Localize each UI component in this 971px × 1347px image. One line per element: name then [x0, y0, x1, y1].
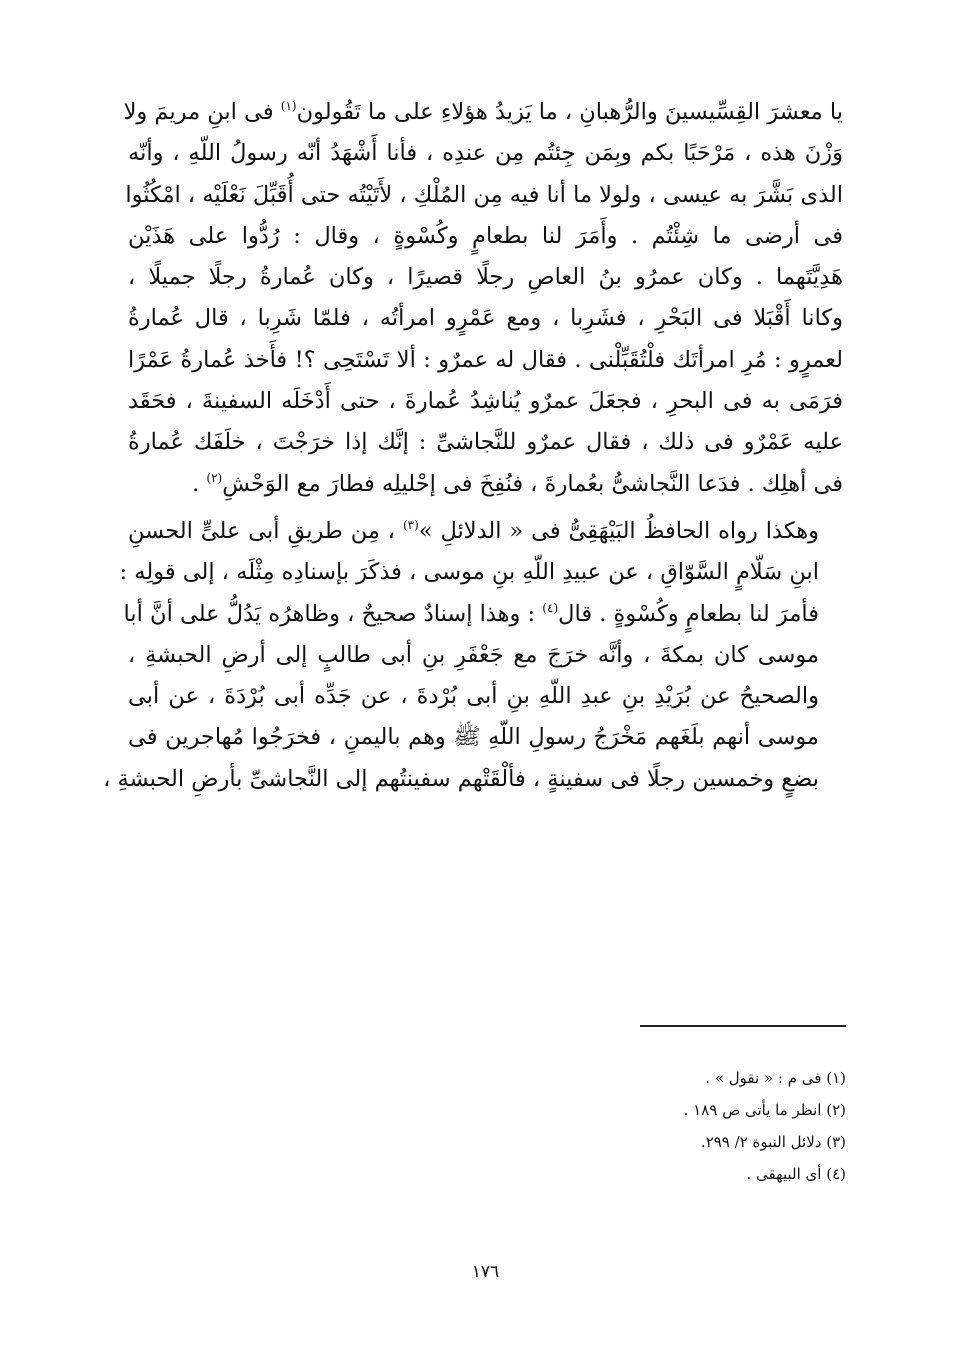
text-line: فى أهلِك . فدَعا النَّجاشىُّ بعُمارةَ ، فنُفِخَ فى إحْليلِه فطارَ مع الوَحْشِ$^{(٢)}$ .: [192, 470, 843, 497]
text-line: وَزْنَ هذه ، مَرْحَبًا بكم وبِمَن جِئتُم مِن عندِه ، فأنا أَشْهَدُ أنّه رسولُ اللّهِ ، وأنّه: [128, 140, 843, 167]
footnote-separator: [640, 1025, 846, 1027]
text-line: موسى كان بمكةَ ، وأنَّه خرَجَ مع جَعْفَرِ بنِ أبى طالبٍ إلى أرضِ الحبشةِ ،: [128, 641, 819, 668]
paragraph-2: [103, 511, 843, 800]
footnote-2: (٢) انظر ما يأتى ص ١٨٩ .: [683, 1101, 846, 1119]
text-line: فرَمَى به فى البحرِ ، فجعَلَ عمرٌو يُناشِدُ عُمارةَ ، حتى أَدْخَلَه السفينةَ ، فحَقَد: [128, 388, 843, 415]
footnote-1: (١) فى م : « نقول » .: [705, 1069, 846, 1087]
text-line: والصحيحُ عن بُرَيْدِ بنِ عبدِ اللّهِ بنِ أبى بُرْدةَ ، عن جَدِّه أبى بُرْدَةَ ، عن أبى: [128, 683, 819, 710]
text-line: وهكذا رواه الحافظُ البَيْهَقِىُّ فى « الدلائلِ »$^{(٣)}$ ، مِن طريقِ أبى علىٍّ الحسنِ: [128, 517, 819, 544]
footnote-3: (٣) دلائل النبوة ٢/ ٢٩٩.: [700, 1133, 846, 1151]
text-line: موسى أنهم بلَغَهم مَخْرَجُ رسولِ اللّهِ ﷺ وهم باليمنِ ، فخرَجُوا مُهاجرين فى: [128, 724, 819, 751]
paragraph-1: [123, 92, 843, 505]
text-line: بضعٍ وخمسين رجلًا فى سفينةٍ ، فألْقَتْهم سفينتُهم إلى النَّجاشىِّ بأرضِ الحبشةِ ،: [103, 765, 819, 792]
text-line: فأمرَ لنا بطعامٍ وكُسْوةٍ . قال$^{(٤)}$ : وهذا إسنادٌ صحيحٌ ، وظاهرُه يَدُلُّ على أنَّ أبا: [123, 600, 819, 627]
text-line: عليه عَمْرٌو فى ذلك ، فقال عمرٌو للنَّجاشىِّ : إنَّك إذا خرَجْتَ ، خلَفَك عُمارةُ: [128, 429, 843, 456]
footnote-marker[interactable]: (١): [280, 99, 297, 113]
text-line: الذى بَشَّرَ به عيسى ، ولولا ما أنا فيه مِن المُلْكِ ، لأَتَيْتُه حتى أُقَبِّلَ نَعْلَيْه ، امْكُثُوا: [125, 181, 843, 208]
footnotes: [446, 1062, 846, 1190]
text-line: وكانا أَقْبَلا فى البَحْرِ ، فشَرِبا ، ومع عَمْرٍو امرأتُه ، فلمّا شَرِبا ، قال عُمارةُ: [128, 305, 843, 332]
footnote-marker[interactable]: (٤): [542, 600, 559, 615]
footnote-marker[interactable]: (٢): [206, 470, 223, 485]
footnote-marker[interactable]: (٣): [402, 517, 419, 532]
text-line: لعمرٍو : مُرِ امرأتَك فلْتُقَبِّلْنى . فقال له عمرٌو : ألا تَسْتَحِى ؟! فأَخذ عُمارةُ عَمْرًا: [128, 346, 843, 373]
text-line: هَدِيَّتَهما . وكان عمرُو بنُ العاصِ رجلًا قصيرًا ، وكان عُمارةُ رجلًا جميلًا ،: [128, 264, 843, 291]
page-number: ١٧٦: [471, 1262, 500, 1282]
main-text: [103, 92, 843, 800]
footnote-4: (٤) أى البيهقى .: [746, 1165, 846, 1183]
text-line: يا معشرَ القِسِّيسينَ والرُّهبانِ ، ما يَزيدُ هؤلاءِ على ما تَقُولون$^{(١)}$ فى ابنِ مريمَ ولا: [123, 99, 843, 125]
text-line: فى أرضى ما شِئْتُم . وأَمَرَ لنا بطعامٍ وكُسْوةٍ ، وقال : رُدُّوا على هَذَيْن: [128, 222, 843, 249]
text-line: ابنِ سَلّامٍ السَّوّاقِ ، عن عبيدِ اللّهِ بنِ موسى ، فذكَرَ بإسنادِه مِثْلَه ، إلى قولِه :: [119, 559, 819, 586]
